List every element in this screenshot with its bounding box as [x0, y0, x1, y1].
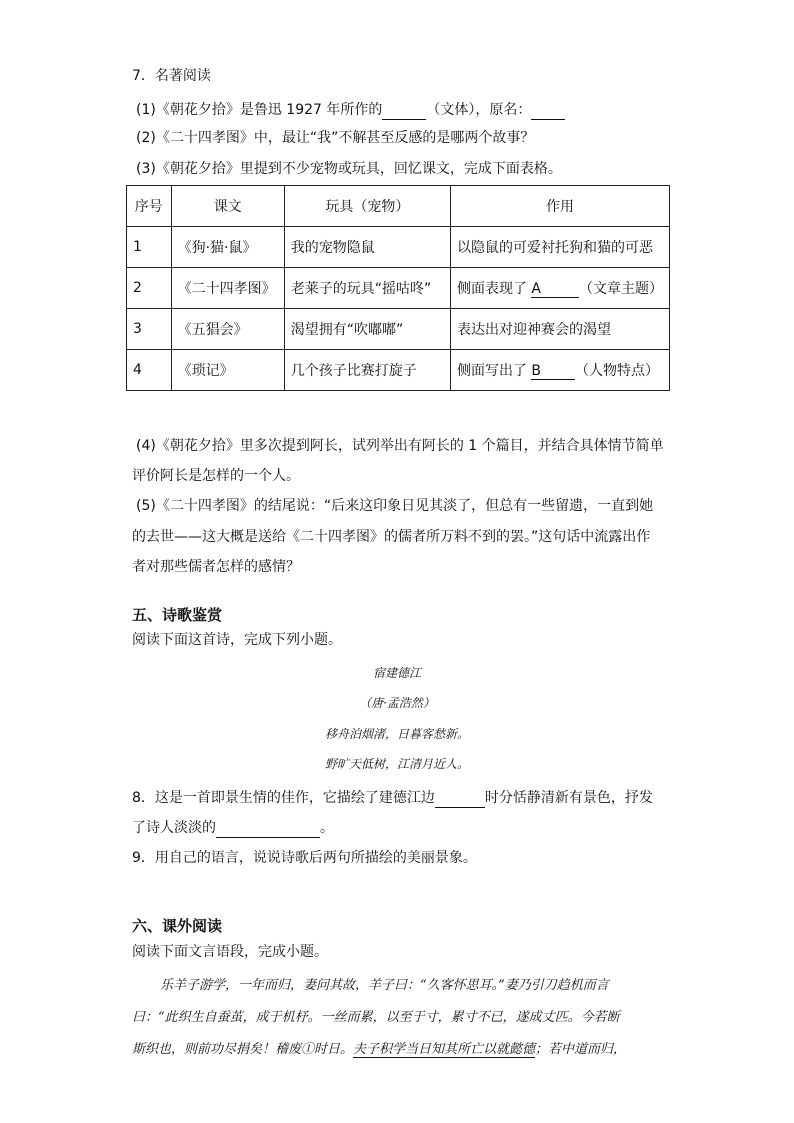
- poem-author: （唐·孟浩然）: [359, 696, 435, 710]
- trait-blank[interactable]: [541, 363, 575, 380]
- table-cell-text: 《五猖会》: [171, 309, 284, 350]
- q8-text: 。: [320, 820, 334, 836]
- poem-line-2: 野旷天低树，江清月近人。: [324, 757, 469, 771]
- section-heading-poetry: 五、诗歌鉴赏: [132, 606, 223, 624]
- poem-line-1: 移舟泊烟渚，日暮客愁新。: [324, 727, 469, 741]
- q8-text: 了诗人淡淡的: [132, 820, 216, 836]
- effect-text: （文章主题）: [578, 281, 663, 297]
- table-cell-no: 3: [127, 309, 172, 350]
- table-cell-effect: [450, 350, 669, 391]
- q8-line2: [132, 818, 334, 838]
- table-cell-no: 1: [127, 227, 172, 268]
- q7-sub4-line2: 评价阿长是怎样的一个人。: [132, 468, 300, 484]
- q7-sub1-mid: （文体），原名：: [426, 102, 532, 118]
- blank-label-b: B: [531, 363, 542, 379]
- table-cell-text: 《二十四孝图》: [171, 268, 284, 309]
- blank-label-a: A: [531, 281, 541, 297]
- q7-title: 7．名著阅读: [132, 68, 211, 84]
- table-header-row: [127, 186, 670, 227]
- table-row: [127, 268, 670, 309]
- table-cell-no: 4: [127, 350, 172, 391]
- q9-text: 9．用自己的语言，说说诗歌后两句所描绘的美丽景象。: [132, 850, 477, 866]
- q8-line1: [132, 788, 653, 808]
- genre-blank[interactable]: [382, 103, 426, 120]
- original-name-blank[interactable]: [531, 103, 565, 120]
- table-cell-effect: [450, 268, 669, 309]
- table-row: [127, 227, 670, 268]
- passage-text: ；若中道而归，: [535, 1042, 627, 1057]
- effect-text: 表达出对迎神赛会的渴望: [456, 322, 611, 338]
- table-row: [127, 350, 670, 391]
- poem-title: 宿建德江: [372, 666, 421, 680]
- table-cell-effect: [450, 309, 669, 350]
- reading-intro: 阅读下面文言语段，完成小题。: [132, 944, 328, 960]
- time-blank[interactable]: [435, 791, 485, 808]
- table-cell-text: 《琐记》: [171, 350, 284, 391]
- effect-text: （人物特点）: [575, 363, 660, 379]
- emotion-blank[interactable]: [216, 821, 320, 838]
- table-cell-text: 《狗·猫·鼠》: [171, 227, 284, 268]
- classical-passage-line1: 乐羊子游学，一年而归，妻问其故，羊子曰：“久客怀思耳。”妻乃引刀趋机而言: [160, 978, 609, 993]
- q7-sub1: [136, 100, 565, 120]
- q7-sub5-line3: 者对那些儒者怎样的感情？: [132, 559, 300, 575]
- table-header-cell: 课文: [171, 186, 284, 227]
- q7-sub3: (3)《朝花夕拾》里提到不少宠物或玩具，回忆课文，完成下面表格。: [136, 161, 562, 177]
- q7-sub5-line1: (5)《二十四孝图》的结尾说：“后来这印象日见其淡了，但总有一些留遗，一直到她: [136, 498, 654, 514]
- effect-text: 侧面写出了: [456, 363, 532, 379]
- toy-pet-table: [126, 185, 670, 391]
- theme-blank[interactable]: [541, 281, 579, 298]
- q8-text: 时分恬静清新有景色，抒发: [484, 790, 653, 806]
- passage-text: 斯织也，则前功尽捐矣！稽废①时日。: [132, 1042, 354, 1057]
- table-header-cell: 序号: [127, 186, 172, 227]
- table-cell-toy: 几个孩子比赛打旋子: [284, 350, 450, 391]
- q7-sub4-line1: (4)《朝花夕拾》里多次提到阿长，试列举出有阿长的 1 个篇目，并结合具体情节简单: [136, 438, 664, 454]
- q7-sub5-line2: 的去世——这大概是送给《二十四孝图》的儒者所万料不到的罢。”这句话中流露出作: [132, 529, 651, 545]
- table-cell-toy: 我的宠物隐鼠: [284, 227, 450, 268]
- underlined-sentence: 夫子积学当日知其所亡以就懿德: [353, 1042, 536, 1057]
- classical-passage-line3: [132, 1039, 626, 1061]
- table-row: [127, 309, 670, 350]
- table-cell-toy: 渴望拥有“吹嘟嘟”: [284, 309, 450, 350]
- table-header-cell: 作用: [450, 186, 669, 227]
- classical-passage-line2: 曰：“此织生自蚕茧，成于机杼。一丝而累，以至于寸，累寸不已，遂成丈匹。今若断: [132, 1010, 620, 1025]
- q7-sub1-pre: (1)《朝花夕拾》是鲁迅 1927 年所作的: [136, 102, 383, 118]
- table-cell-effect: [450, 227, 669, 268]
- poetry-intro: 阅读下面这首诗，完成下列小题。: [132, 632, 342, 648]
- table-cell-no: 2: [127, 268, 172, 309]
- effect-text: 侧面表现了: [456, 281, 532, 297]
- effect-text: 以隐鼠的可爱衬托狗和猫的可恶: [456, 240, 653, 256]
- section-heading-reading: 六、课外阅读: [132, 917, 223, 935]
- table-header-cell: 玩具（宠物）: [284, 186, 450, 227]
- table-cell-toy: 老莱子的玩具“摇咕咚”: [284, 268, 450, 309]
- q7-sub2: (2)《二十四孝图》中，最让“我”不解甚至反感的是哪两个故事？: [136, 130, 535, 146]
- q8-text: 8．这是一首即景生情的佳作，它描绘了建德江边: [132, 790, 435, 806]
